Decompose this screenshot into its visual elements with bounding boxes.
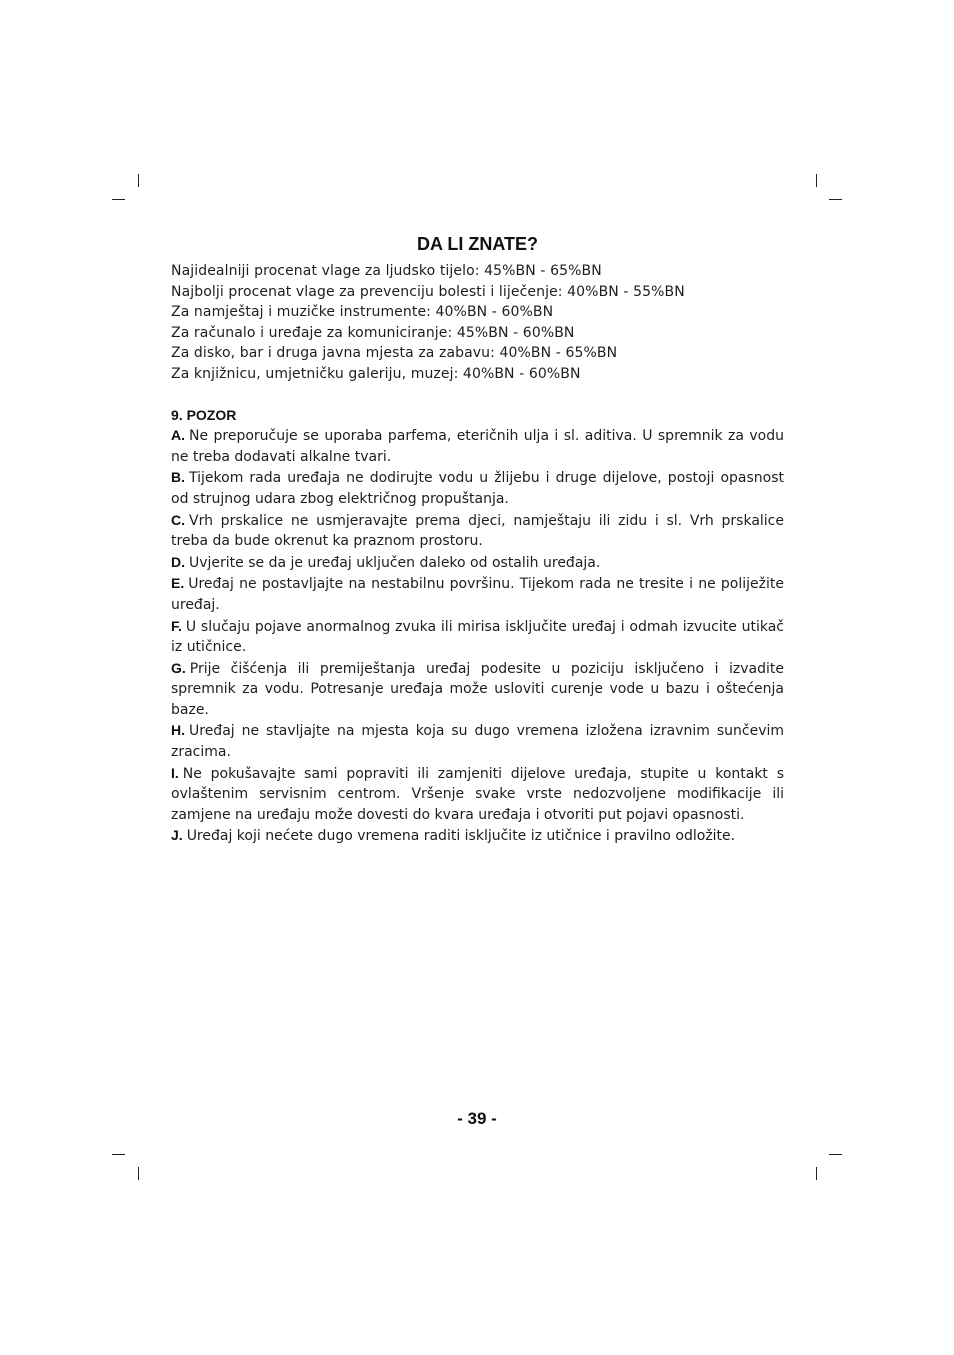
warning-item: [171, 763, 784, 826]
item-text: Ne preporučuje se uporaba parfema, eteričnih ulja i sl. aditiva. U spremnik za vodu ne treba dodavati alkalne tvari.: [171, 428, 784, 465]
page-content: [171, 233, 784, 847]
warning-item: [171, 573, 784, 615]
fact-line: Za disko, bar i druga javna mjesta za zabavu: 40%BN - 65%BN: [171, 345, 618, 362]
item-text: Vrh prskalice ne usmjeravajte prema djeci, namještaju ili zidu i sl. Vrh prskalice treba da bude okrenut ka praznom prostoru.: [171, 512, 784, 550]
crop-mark-top-right-vertical: [816, 174, 817, 187]
crop-mark-top-left-horizontal: [112, 199, 125, 200]
crop-mark-top-left-vertical: [138, 174, 139, 187]
page-number: - 39 -: [457, 1109, 497, 1128]
page-title: DA LI ZNATE?: [417, 234, 538, 254]
fact-line: Najidealniji procenat vlage za ljudsko tijelo: 45%BN - 65%BN: [171, 263, 602, 279]
warning-item: [171, 616, 784, 658]
item-text: Tijekom rada uređaja ne dodirujte vodu u žlijebu i druge dijelove, postoji opasnost od strujnog udara zbog električnog propuštanja.: [171, 470, 784, 507]
warning-item: [171, 467, 784, 509]
warning-item: [171, 425, 784, 467]
crop-mark-bottom-right-horizontal: [829, 1154, 842, 1155]
crop-mark-bottom-right-vertical: [816, 1167, 817, 1180]
warning-item: [171, 825, 784, 847]
item-key: B.: [171, 469, 185, 486]
fact-line: Za namještaj i muzičke instrumente: 40%BN - 60%BN: [171, 304, 554, 321]
fact-line: Za knjižnicu, umjetničku galeriju, muzej: 40%BN - 60%BN: [171, 365, 581, 382]
item-text: Uređaj ne postavljajte na nestabilnu površinu. Tijekom rada ne tresite i ne poliježite uređaj.: [171, 576, 784, 613]
item-text: Ne pokušavajte sami popraviti ili zamjeniti dijelove uređaja, stupite u kontakt s ovlaštenim servisnim centrom. Vršenje svake vrste nedozvoljene modifikacije ili zamjene na uređaju može dovesti do kvara uređaja i otvoriti put pojavi opasnosti.: [171, 765, 784, 823]
humidity-facts-list: [171, 261, 784, 385]
crop-mark-bottom-left-vertical: [138, 1167, 139, 1180]
item-text: Prije čišćenja ili premiještanja uređaj podesite u poziciju isključeno i izvadite spremnik za vodu. Potresanje uređaja može usloviti curenje vode u bazu i oštećenja baze.: [171, 660, 784, 718]
fact-line: Najbolji procenat vlage za prevenciju bolesti i liječenje: 40%BN - 55%BN: [171, 283, 685, 300]
item-key: F.: [171, 617, 182, 634]
item-text: Uređaj koji nećete dugo vremena raditi isključite iz utičnice i pravilno odložite.: [186, 828, 736, 845]
item-key: J.: [171, 827, 183, 844]
item-text: Uređaj ne stavljajte na mjesta koja su dugo vremena izložena izravnim sunčevim zracima.: [171, 723, 784, 761]
warning-list: [171, 425, 784, 847]
item-key: C.: [171, 511, 185, 528]
item-text: U slučaju pojave anormalnog zvuka ili mirisa isključite uređaj i odmah izvucite utikač iz utičnice.: [171, 618, 784, 656]
item-key: G.: [171, 659, 186, 676]
item-key: H.: [171, 722, 185, 739]
item-key: I.: [171, 764, 179, 781]
item-key: A.: [171, 427, 185, 444]
crop-mark-bottom-left-horizontal: [112, 1154, 125, 1155]
warning-item: [171, 510, 784, 552]
section-heading: 9. POZOR: [171, 406, 237, 423]
crop-mark-top-right-horizontal: [829, 199, 842, 200]
warning-item: [171, 552, 784, 574]
item-key: E.: [171, 575, 185, 592]
fact-line: Za računalo i uređaje za komuniciranje: 45%BN - 60%BN: [171, 324, 575, 341]
warning-item: [171, 720, 784, 762]
item-key: D.: [171, 553, 185, 570]
warning-item: [171, 658, 784, 721]
item-text: Uvjerite se da je uređaj uključen daleko od ostalih uređaja.: [189, 554, 601, 571]
